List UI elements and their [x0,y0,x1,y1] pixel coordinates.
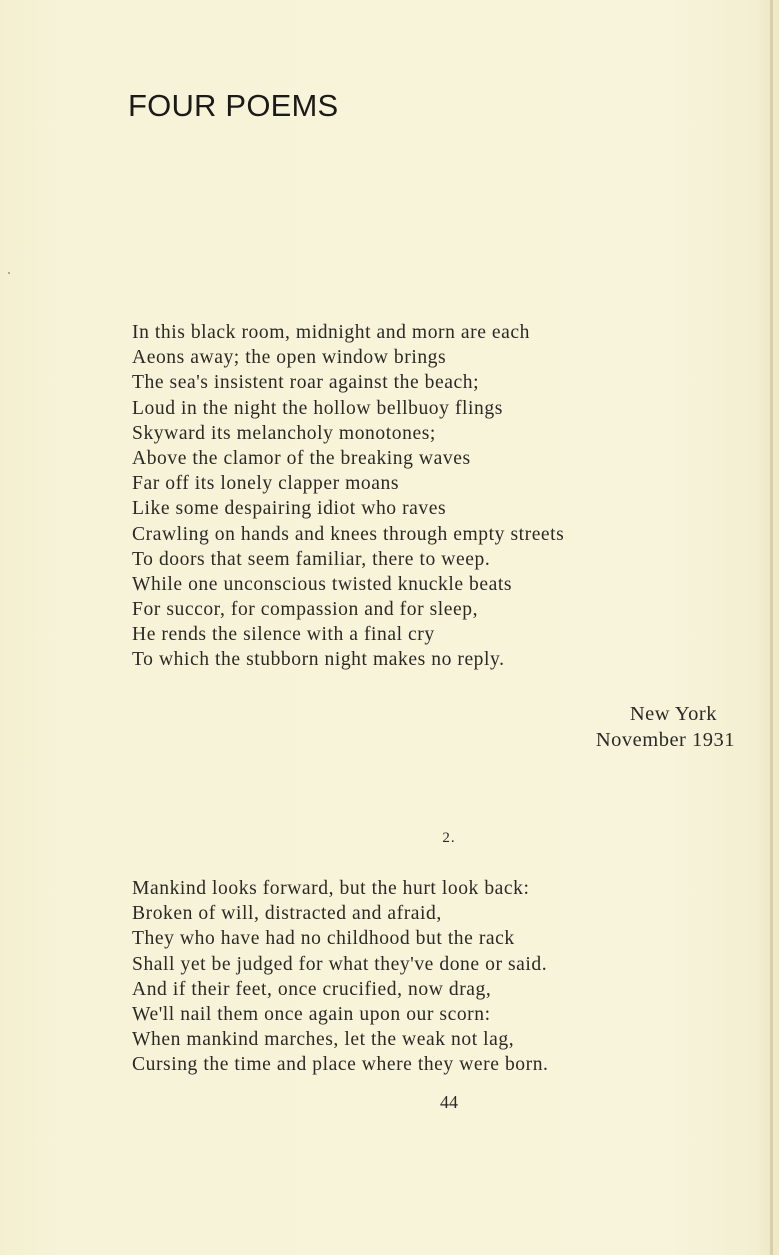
poem-place: New York [629,703,717,725]
poem-line: Broken of will, distracted and afraid, [132,903,442,925]
poem-line: When mankind marches, let the weak not lag, [132,1029,515,1051]
poem-one [132,320,564,673]
poem-line: The sea's insistent roar against the beach; [132,372,480,394]
section-number: 2. [442,830,456,846]
poem-line: They who have had no childhood but the rack [132,928,515,950]
page-number: 44 [440,1092,458,1112]
poem-line: For succor, for compassion and for sleep, [132,599,479,621]
poem-line: We'll nail them once again upon our scorn: [132,1003,491,1025]
poem-line: To which the stubborn night makes no reply. [132,649,505,671]
paper-speck [8,272,10,274]
poem-line: In this black room, midnight and morn are each [132,322,531,343]
poem-line: And if their feet, once crucified, now drag, [132,978,492,1000]
page-edge-shadow [773,0,779,1255]
poem-line: Crawling on hands and knees through empty streets [132,523,565,545]
poem-line: Above the clamor of the breaking waves [132,447,471,469]
poem-line: Mankind looks forward, but the hurt look back: [132,878,530,899]
page-edge-line [770,0,773,1255]
poem-line: Cursing the time and place where they were born. [132,1054,549,1076]
poem-two [132,876,549,1078]
poem-line: To doors that seem familiar, there to weep. [132,548,491,570]
poem-line: Aeons away; the open window brings [132,347,447,369]
poem-line: Loud in the night the hollow bellbuoy flings [132,397,503,419]
poem-line: Like some despairing idiot who raves [132,498,447,520]
poem-line: Shall yet be judged for what they've done or said. [132,953,548,975]
poem-line: Skyward its melancholy monotones; [132,422,436,444]
page-title: FOUR POEMS [128,88,339,123]
poem-line: Far off its lonely clapper moans [132,473,399,495]
poem-line: While one unconscious twisted knuckle beats [132,573,513,595]
poem-date: November 1931 [595,729,735,751]
poem-line: He rends the silence with a final cry [132,624,435,646]
